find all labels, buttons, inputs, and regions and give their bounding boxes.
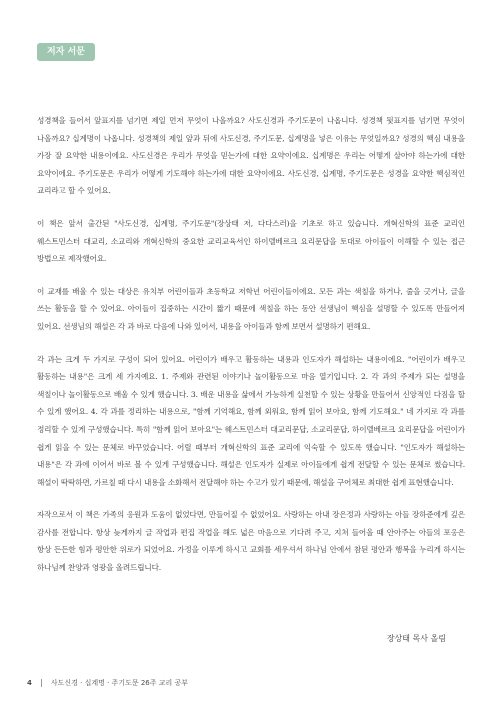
section-badge: 저자 서문 [37, 43, 95, 61]
paragraph-1: 성경책을 들어서 앞표지를 넘기면 제일 먼저 무엇이 나올까요? 사도신경과 주기도문이 나옵니다. 성경책 뒷표지를 넘기면 무엇이 나올까요? 십계명이 나옵니다. 성경책의 제일 앞과 뒤에 사도신경, 주기도문, 십계명을 넣은 이유는 무엇일까요? 성경의 핵심 내용을 가장 잘 요약한 내용이에요. 사도신경은 우리가 무엇을 믿는가에 대한 요약이에요. 십계명은 우리는 어떻게 살아야 하는가에 대한 요약이에요. 주기도문은 우리가 어떻게 기도해야 하는가에 대한 요약이에요. 사도신경, 십계명, 주기도문은 성경을 요약한 핵심적인 교리라고 할 수 있어요. [37, 116, 465, 196]
paragraph-3: 이 교재를 배울 수 있는 대상은 유치부 어린이들과 초등학교 저학년 어린이들이에요. 모든 과는 색칠을 하거나, 줄을 긋거나, 글을 쓰는 활동을 할 수 있어요. 아이들이 집중하는 시간이 짧기 때문에 색칠을 하는 동안 선생님이 핵심을 설명할 수 있도록 만들어져 있어요. 선생님의 해설은 각 과 바로 다음에 나와 있어서, 내용을 아이들과 함께 보면서 설명하기 편해요. [37, 286, 465, 331]
book-title: 사도신경 · 십계명 · 주기도문 26주 교리 공부 [50, 679, 188, 687]
footer-divider [41, 679, 42, 687]
author-signature: 장상태 목사 올림 [386, 634, 446, 643]
paragraph-5: 자작으로서 이 책은 가족의 응원과 도움이 없었다면, 만들어질 수 없었어요. 사랑하는 아내 장은정과 사랑하는 아들 장하준에게 깊은 감사를 전합니다. 항상 늦게까지 글 작업과 편집 작업을 해도 넓은 마음으로 기다려 주고, 지쳐 들어올 때 안아주는 아들의 포옹은 항상 든든한 힘과 평안한 위로가 되었어요. 가정을 이루게 하시고 교회를 세우셔서 하나님 안에서 참된 평안과 행복을 누리게 하시는 하나님께 찬양과 영광을 올려드립니다. [37, 510, 465, 573]
page-footer [27, 678, 188, 688]
paragraph-2: 이 책은 앞서 출간된 "사도신경, 십계명, 주기도문"(장상태 저, 다다스러)을 기초로 하고 있습니다. 개혁신학의 표준 교리인 웨스트민스터 대교리, 소교리와 개혁신학의 중요한 교리교육서인 하이델베르크 요리문답을 토대로 아이들이 이해할 수 있는 접근 방법으로 제작했어요. [37, 218, 465, 264]
page-number: 4 [27, 679, 32, 687]
preface-body [37, 112, 465, 592]
paragraph-4: 각 과는 크게 두 가지로 구성이 되어 있어요. 어린이가 배우고 활동하는 내용과 인도자가 해설하는 내용이에요. "어린이가 배우고 활동하는 내용"은 크게 세 가지예요. 1. 주제와 관련된 이야기나 놀이활동으로 마음 열기입니다. 2. 각 과의 주제가 되는 설명을 색칠이나 놀이활동으로 배울 수 있게 했습니다. 3. 배운 내용을 삶에서 가능하게 실천할 수 있는 상황을 만들어서 신앙적인 다짐을 할 수 있게 했어요. 4. 각 과를 정리하는 내용으로, "함께 기억해요, 함께 외워요, 함께 읽어 보아요, 함께 기도해요." 네 가지로 각 과를 정리할 수 있게 구성했습니다. 특히 "함께 읽어 보아요"는 웨스트민스터 대교리문답, 소교리문답, 하이델베르크 요리문답을 어린이가 쉽게 읽을 수 있는 문체로 바꾸었습니다. 어릴 때부터 개혁신학의 표준 교리에 익숙할 수 있도록 했습니다. "인도자가 해설하는 내용"은 각 과에 이어서 바로 볼 수 있게 구성했습니다. 해설은 인도자가 실제로 아이들에게 쉽게 전달할 수 있는 문체로 썼습니다. 해설이 딱딱하면, 가르칠 때 다시 내용을 소화해서 전달해야 하는 수고가 있기 때문에, 해설을 구어체로 최대한 쉽게 표현했습니다. [37, 354, 465, 487]
